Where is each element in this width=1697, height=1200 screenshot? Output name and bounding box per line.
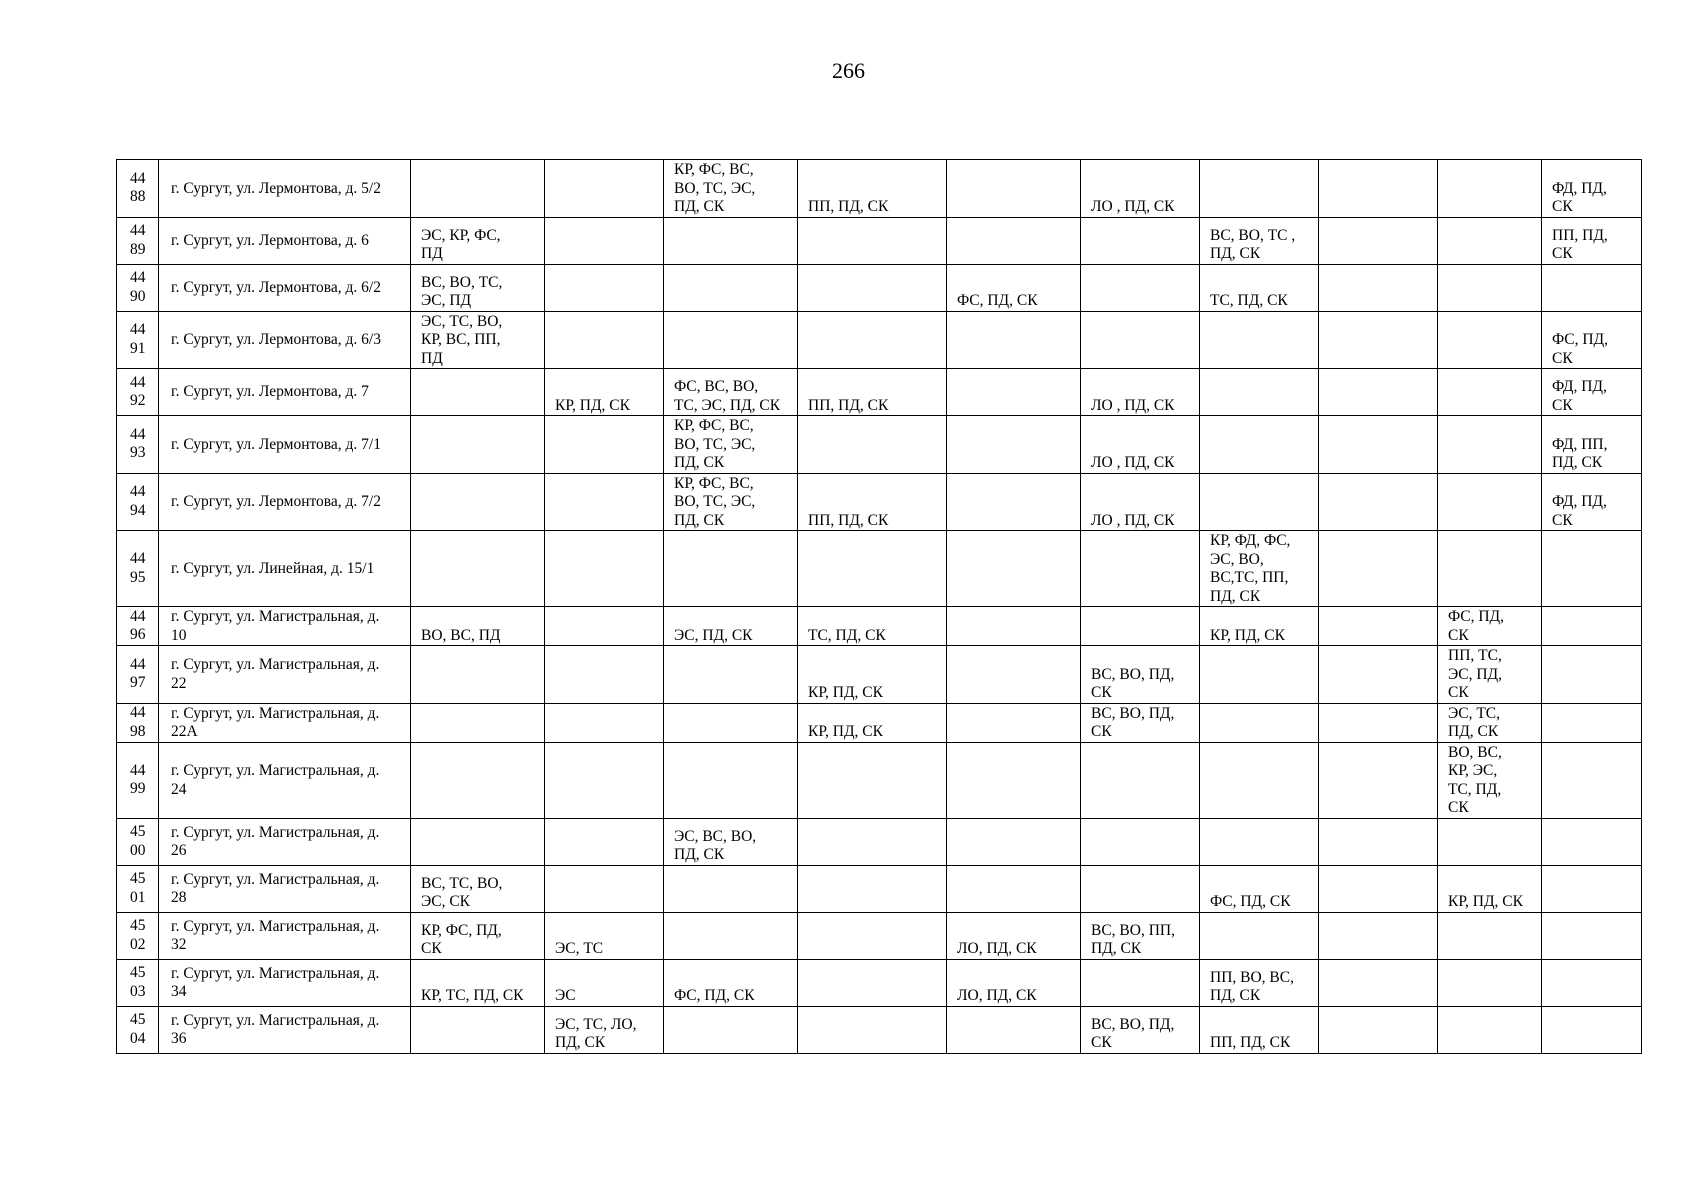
work-types-cell (411, 742, 545, 818)
work-types-cell (1081, 865, 1200, 912)
work-types-cell (545, 311, 664, 369)
work-types-cell: КР, ПД, СК (798, 703, 947, 742)
work-types-cell: ЛО, ПД, СК (947, 912, 1081, 959)
work-types-cell (1319, 703, 1438, 742)
table-row (117, 416, 1642, 474)
address-cell: г. Сургут, ул. Магистральная, д. 34 (159, 959, 411, 1006)
work-types-cell (664, 217, 798, 264)
work-types-cell (1542, 742, 1642, 818)
work-types-cell (1542, 959, 1642, 1006)
work-types-cell (1542, 912, 1642, 959)
work-types-cell (1200, 160, 1319, 218)
address-cell: г. Сургут, ул. Лермонтова, д. 7 (159, 369, 411, 416)
work-types-cell (1438, 818, 1542, 865)
work-types-cell (1319, 369, 1438, 416)
work-types-cell: ЭС, КР, ФС, ПД (411, 217, 545, 264)
work-types-cell (798, 311, 947, 369)
work-types-cell (1542, 703, 1642, 742)
work-types-cell (947, 742, 1081, 818)
work-types-cell (1200, 473, 1319, 531)
row-number: 44 93 (117, 416, 159, 474)
row-number: 44 97 (117, 646, 159, 704)
work-types-cell (664, 703, 798, 742)
row-number: 44 88 (117, 160, 159, 218)
work-types-cell (411, 160, 545, 218)
address-cell: г. Сургут, ул. Магистральная, д. 22А (159, 703, 411, 742)
work-types-cell (664, 865, 798, 912)
work-types-cell: ФС, ПД, СК (1438, 607, 1542, 646)
work-types-cell: КР, ФС, ВС, ВО, ТС, ЭС, ПД, СК (664, 473, 798, 531)
work-types-cell: ФС, ВС, ВО, ТС, ЭС, ПД, СК (664, 369, 798, 416)
work-types-cell (545, 473, 664, 531)
table-row (117, 646, 1642, 704)
row-number: 44 91 (117, 311, 159, 369)
work-types-cell (798, 959, 947, 1006)
work-types-cell (947, 646, 1081, 704)
row-number: 45 04 (117, 1006, 159, 1053)
address-cell: г. Сургут, ул. Магистральная, д. 36 (159, 1006, 411, 1053)
work-types-cell (947, 531, 1081, 607)
work-types-cell (1319, 531, 1438, 607)
work-types-cell: ВС, ВО, ПД, СК (1081, 1006, 1200, 1053)
work-types-cell: ЛО , ПД, СК (1081, 416, 1200, 474)
work-types-cell (411, 416, 545, 474)
work-types-cell: ЛО , ПД, СК (1081, 369, 1200, 416)
work-types-cell (947, 473, 1081, 531)
work-types-cell (664, 531, 798, 607)
work-types-cell (1438, 1006, 1542, 1053)
work-types-cell: ПП, ПД, СК (798, 369, 947, 416)
work-types-cell (1200, 912, 1319, 959)
work-types-cell: ВС, ВО, ТС, ЭС, ПД (411, 264, 545, 311)
work-types-cell (1438, 959, 1542, 1006)
work-types-cell: ВС, ВО, ПД, СК (1081, 703, 1200, 742)
work-types-cell (798, 865, 947, 912)
work-types-cell (947, 607, 1081, 646)
work-types-cell: ПП, ВО, ВС, ПД, СК (1200, 959, 1319, 1006)
work-types-cell (947, 703, 1081, 742)
work-types-cell: ФС, ПД, СК (947, 264, 1081, 311)
row-number: 44 96 (117, 607, 159, 646)
work-types-cell (545, 160, 664, 218)
work-types-cell: ТС, ПД, СК (1200, 264, 1319, 311)
work-types-cell (798, 416, 947, 474)
work-types-cell (1200, 311, 1319, 369)
table-row (117, 531, 1642, 607)
work-types-cell (1542, 865, 1642, 912)
work-types-cell (1319, 959, 1438, 1006)
work-types-cell: ВС, ВО, ТС , ПД, СК (1200, 217, 1319, 264)
row-number: 44 89 (117, 217, 159, 264)
work-types-cell (411, 531, 545, 607)
work-types-cell (1200, 742, 1319, 818)
work-types-cell (545, 531, 664, 607)
work-types-cell (545, 416, 664, 474)
address-cell: г. Сургут, ул. Магистральная, д. 26 (159, 818, 411, 865)
work-types-cell (1438, 311, 1542, 369)
address-cell: г. Сургут, ул. Магистральная, д. 32 (159, 912, 411, 959)
work-types-cell (1081, 531, 1200, 607)
address-cell: г. Сургут, ул. Лермонтова, д. 6/2 (159, 264, 411, 311)
work-types-cell (1081, 311, 1200, 369)
table-row (117, 311, 1642, 369)
work-types-cell: ЭС, ВС, ВО, ПД, СК (664, 818, 798, 865)
address-cell: г. Сургут, ул. Магистральная, д. 22 (159, 646, 411, 704)
row-number: 44 90 (117, 264, 159, 311)
work-types-cell (1438, 416, 1542, 474)
work-types-cell (411, 369, 545, 416)
work-types-cell (411, 818, 545, 865)
work-types-cell (1542, 818, 1642, 865)
work-types-cell (411, 1006, 545, 1053)
work-types-cell (411, 646, 545, 704)
work-types-cell: ФС, ПД, СК (664, 959, 798, 1006)
row-number: 45 00 (117, 818, 159, 865)
work-types-cell (1081, 959, 1200, 1006)
work-types-cell (1081, 818, 1200, 865)
work-types-cell (947, 217, 1081, 264)
table-row (117, 369, 1642, 416)
work-types-cell (545, 217, 664, 264)
work-types-cell: ФД, ПД, СК (1542, 369, 1642, 416)
work-types-cell: ЭС, ТС, ПД, СК (1438, 703, 1542, 742)
table-row (117, 818, 1642, 865)
work-types-cell: ПП, ПД, СК (1542, 217, 1642, 264)
table-row (117, 217, 1642, 264)
address-cell: г. Сургут, ул. Магистральная, д. 24 (159, 742, 411, 818)
work-types-cell (1319, 264, 1438, 311)
table-row (117, 742, 1642, 818)
work-types-cell (1319, 865, 1438, 912)
work-types-cell (664, 264, 798, 311)
work-types-cell: ЭС, ПД, СК (664, 607, 798, 646)
work-types-cell (1319, 607, 1438, 646)
address-cell: г. Сургут, ул. Лермонтова, д. 7/2 (159, 473, 411, 531)
work-types-cell (545, 607, 664, 646)
work-types-cell (947, 1006, 1081, 1053)
work-types-cell: ЭС, ТС, ЛО, ПД, СК (545, 1006, 664, 1053)
work-types-cell (1319, 160, 1438, 218)
address-cell: г. Сургут, ул. Лермонтова, д. 7/1 (159, 416, 411, 474)
work-types-cell (1319, 217, 1438, 264)
table-row (117, 160, 1642, 218)
work-types-cell (664, 646, 798, 704)
work-types-cell (664, 742, 798, 818)
work-types-cell (798, 742, 947, 818)
address-cell: г. Сургут, ул. Магистральная, д. 28 (159, 865, 411, 912)
work-types-cell: ПП, ПД, СК (1200, 1006, 1319, 1053)
work-types-cell: ЛО , ПД, СК (1081, 160, 1200, 218)
work-types-cell (1081, 217, 1200, 264)
work-types-cell (1200, 818, 1319, 865)
page-number: 266 (832, 58, 865, 83)
work-types-cell (947, 865, 1081, 912)
work-types-cell: ЭС, ТС (545, 912, 664, 959)
work-types-cell (1438, 264, 1542, 311)
work-types-cell (545, 865, 664, 912)
work-types-cell (798, 818, 947, 865)
table-row (117, 607, 1642, 646)
work-types-cell (798, 912, 947, 959)
work-types-cell (545, 818, 664, 865)
work-types-cell (1319, 311, 1438, 369)
work-types-cell: ТС, ПД, СК (798, 607, 947, 646)
work-types-cell (1200, 703, 1319, 742)
work-types-cell (1438, 531, 1542, 607)
work-types-cell (798, 264, 947, 311)
work-types-cell (798, 1006, 947, 1053)
work-types-cell (947, 369, 1081, 416)
work-types-cell (411, 703, 545, 742)
work-types-cell (1542, 1006, 1642, 1053)
work-types-cell (664, 311, 798, 369)
table-row (117, 264, 1642, 311)
table-row (117, 1006, 1642, 1053)
work-types-cell (947, 818, 1081, 865)
work-types-cell (1200, 416, 1319, 474)
work-types-cell (1542, 531, 1642, 607)
row-number: 45 03 (117, 959, 159, 1006)
table-row (117, 703, 1642, 742)
work-types-cell (1319, 912, 1438, 959)
work-types-cell (1319, 473, 1438, 531)
work-types-cell (1438, 217, 1542, 264)
work-types-cell: ПП, ПД, СК (798, 473, 947, 531)
work-types-cell: ВС, ВО, ПП, ПД, СК (1081, 912, 1200, 959)
work-types-cell: ЭС, ТС, ВО, КР, ВС, ПП, ПД (411, 311, 545, 369)
work-types-cell (1542, 607, 1642, 646)
work-types-cell: ФД, ПП, ПД, СК (1542, 416, 1642, 474)
work-types-cell: КР, ПД, СК (545, 369, 664, 416)
work-types-cell (798, 217, 947, 264)
work-types-cell: ВО, ВС, ПД (411, 607, 545, 646)
work-types-cell (1319, 1006, 1438, 1053)
work-types-cell: КР, ПД, СК (798, 646, 947, 704)
work-types-cell (798, 531, 947, 607)
work-types-cell: КР, ФС, ПД, СК (411, 912, 545, 959)
work-types-cell: ПП, ПД, СК (798, 160, 947, 218)
work-types-cell: КР, ФД, ФС, ЭС, ВО, ВС,ТС, ПП, ПД, СК (1200, 531, 1319, 607)
work-types-cell: ВС, ВО, ПД, СК (1081, 646, 1200, 704)
table-row (117, 473, 1642, 531)
address-cell: г. Сургут, ул. Линейная, д. 15/1 (159, 531, 411, 607)
row-number: 44 99 (117, 742, 159, 818)
row-number: 44 95 (117, 531, 159, 607)
work-types-cell (1319, 818, 1438, 865)
work-types-cell (947, 416, 1081, 474)
works-schedule-table (116, 159, 1642, 1054)
work-types-cell (1542, 646, 1642, 704)
work-types-cell: ВО, ВС, КР, ЭС, ТС, ПД, СК (1438, 742, 1542, 818)
work-types-cell: КР, ПД, СК (1438, 865, 1542, 912)
work-types-cell (545, 646, 664, 704)
table-row (117, 865, 1642, 912)
address-cell: г. Сургут, ул. Лермонтова, д. 5/2 (159, 160, 411, 218)
work-types-cell (1319, 416, 1438, 474)
work-types-cell (1081, 264, 1200, 311)
work-types-cell (664, 1006, 798, 1053)
work-types-cell (1438, 912, 1542, 959)
work-types-cell (545, 264, 664, 311)
row-number: 44 94 (117, 473, 159, 531)
work-types-cell (1319, 742, 1438, 818)
address-cell: г. Сургут, ул. Лермонтова, д. 6 (159, 217, 411, 264)
work-types-cell: КР, ПД, СК (1200, 607, 1319, 646)
work-types-cell: ФД, ПД, СК (1542, 473, 1642, 531)
work-types-cell: ФД, ПД, СК (1542, 160, 1642, 218)
work-types-cell: ФС, ПД, СК (1200, 865, 1319, 912)
address-cell: г. Сургут, ул. Магистральная, д. 10 (159, 607, 411, 646)
work-types-cell (1200, 369, 1319, 416)
work-types-cell (1081, 742, 1200, 818)
work-types-cell (1438, 160, 1542, 218)
work-types-cell (1542, 264, 1642, 311)
work-types-cell (545, 742, 664, 818)
work-types-cell: ФС, ПД, СК (1542, 311, 1642, 369)
work-types-cell: КР, ТС, ПД, СК (411, 959, 545, 1006)
work-types-cell (1438, 473, 1542, 531)
work-types-cell: КР, ФС, ВС, ВО, ТС, ЭС, ПД, СК (664, 160, 798, 218)
work-types-cell (545, 703, 664, 742)
work-types-cell: ЭС (545, 959, 664, 1006)
row-number: 45 01 (117, 865, 159, 912)
work-types-cell: ПП, ТС, ЭС, ПД, СК (1438, 646, 1542, 704)
work-types-cell: ЛО , ПД, СК (1081, 473, 1200, 531)
address-cell: г. Сургут, ул. Лермонтова, д. 6/3 (159, 311, 411, 369)
work-types-cell: ВС, ТС, ВО, ЭС, СК (411, 865, 545, 912)
row-number: 44 98 (117, 703, 159, 742)
work-types-cell (947, 311, 1081, 369)
work-types-cell: КР, ФС, ВС, ВО, ТС, ЭС, ПД, СК (664, 416, 798, 474)
work-types-cell (1319, 646, 1438, 704)
table-row (117, 959, 1642, 1006)
work-types-cell: ЛО, ПД, СК (947, 959, 1081, 1006)
row-number: 45 02 (117, 912, 159, 959)
work-types-cell (1200, 646, 1319, 704)
work-types-cell (664, 912, 798, 959)
table-row (117, 912, 1642, 959)
work-types-cell (1081, 607, 1200, 646)
row-number: 44 92 (117, 369, 159, 416)
work-types-cell (1438, 369, 1542, 416)
work-types-cell (947, 160, 1081, 218)
work-types-cell (411, 473, 545, 531)
